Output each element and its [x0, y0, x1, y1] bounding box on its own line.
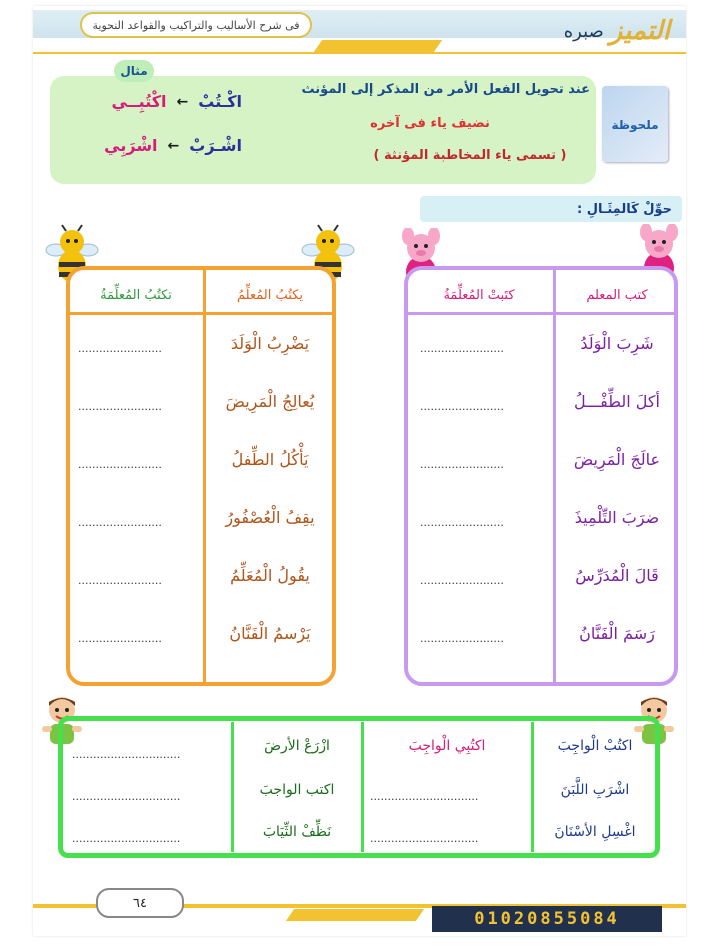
example-badge: مثال	[114, 60, 154, 82]
example-source: اكْـتُبْ	[198, 92, 242, 111]
table-cell-verb: يقِفُ الْعُصْفُورُ	[225, 508, 315, 527]
brand-author: صبره	[563, 20, 604, 42]
table-cell-verb: قَالَ الْمُدَرِّسُ	[575, 566, 659, 585]
table-cell-verb: عالَجَ الْمَرِيضَ	[573, 450, 661, 469]
answer-blank[interactable]: ........................	[420, 632, 504, 645]
table-cell-verb: يَرْسمُ الْفَنَّانُ	[229, 624, 311, 643]
answer-blank[interactable]: ........................	[420, 458, 504, 471]
column-header-masculine: يكتُبُ المُعلِّمُ	[237, 288, 303, 303]
rule-line-2: نضيف ياء فى آخره	[370, 116, 490, 131]
answer-blank[interactable]: ........................	[420, 574, 504, 587]
answer-blank[interactable]: ...............................	[72, 832, 181, 845]
header-divider	[70, 312, 332, 315]
example-result: اكْتُبِــي	[111, 92, 167, 111]
answer-blank[interactable]: ...............................	[370, 790, 479, 803]
answer-blank[interactable]: ........................	[78, 516, 162, 529]
table-cell-verb: رَسَمَ الْفَنَّانُ	[579, 624, 655, 643]
table-cell-verb: اشْرَبِ اللَّبَنَ	[560, 782, 630, 798]
column-header-feminine: تكتُبُ المُعلِّمَةُ	[100, 288, 172, 303]
column-header-masculine: كتب المعلم	[586, 288, 648, 303]
header-divider	[408, 312, 674, 315]
brand	[430, 14, 670, 48]
table-cell-verb: اغْسِلِ الأسْنَانَ	[554, 824, 636, 840]
rule-line-3: ( تسمى ياء المخاطبة المؤنثة )	[373, 148, 567, 163]
answer-blank[interactable]: ........................	[420, 516, 504, 529]
answer-blank[interactable]: ...............................	[72, 790, 181, 803]
column-divider	[231, 722, 234, 852]
table-cell-verb: يُعالِجُ الْمَرِيضَ	[225, 392, 315, 411]
series-title: فى شرح الأساليب والتراكيب والقواعد النحوية	[80, 12, 312, 38]
answer-blank[interactable]: ........................	[78, 400, 162, 413]
answer-blank[interactable]: ...............................	[370, 832, 479, 845]
answer-blank[interactable]: ...............................	[72, 748, 181, 761]
column-divider	[531, 722, 534, 852]
table-cell-verb: يَضْرِبُ الْوَلَدَ	[230, 334, 310, 353]
table-cell-verb: ضرَبَ التِّلْمِيذَ	[574, 508, 660, 527]
answer-blank[interactable]: ........................	[78, 342, 162, 355]
note-tag-label: ملحوظة	[611, 118, 659, 132]
example-source: اشْـرَبْ	[189, 136, 242, 155]
table-cell-verb: يَأْكُلُ الطِّفلُ	[231, 450, 309, 469]
table-cell-verb: نَظِّفْ الثِّيَابَ	[262, 824, 332, 840]
example-row-1	[62, 92, 242, 111]
contact-phone: 01020855084	[432, 906, 662, 932]
answer-blank[interactable]: ........................	[420, 400, 504, 413]
header-divider	[33, 52, 686, 54]
present-tense-table	[66, 266, 336, 686]
table-cell-verb: يقُولُ الْمُعَلِّمُ	[230, 566, 310, 585]
example-result: اشْرَبِي	[104, 136, 158, 155]
column-header-feminine: كتَبتْ المُعلِّمَةُ	[443, 288, 515, 303]
table-cell-verb: أكلَ الطِّفْـــلُ	[574, 392, 660, 411]
answer-blank[interactable]: ........................	[78, 632, 162, 645]
example-row-2	[62, 136, 242, 155]
header-stripe	[314, 40, 442, 52]
brand-logo: التميز	[609, 16, 670, 46]
arrow-left-icon: ←	[176, 93, 189, 110]
exercise-instruction: حوِّلْ كَالمِثَـالِ :	[420, 196, 682, 222]
table-cell-verb: اكتُبِي الْواجِبَ	[408, 738, 486, 754]
arrow-left-icon: ←	[167, 137, 180, 154]
rule-line-1: عند تحويل الفعل الأمر من المذكر إلى المؤنث	[301, 82, 590, 97]
answer-blank[interactable]: ........................	[78, 458, 162, 471]
column-divider	[361, 722, 364, 852]
table-cell-verb: شَرِبَ الْوَلَدُ	[580, 334, 654, 353]
answer-blank[interactable]: ........................	[78, 574, 162, 587]
column-divider	[553, 270, 556, 682]
column-divider	[203, 270, 206, 682]
past-tense-table	[404, 266, 678, 686]
answer-blank[interactable]: ........................	[420, 342, 504, 355]
page-number: ٦٤	[96, 888, 184, 918]
table-cell-verb: ازْرَعْ الأرضَ	[264, 738, 330, 754]
footer-stripe	[286, 909, 424, 921]
table-cell-verb: اكتب الواجبَ	[259, 782, 335, 798]
table-cell-verb: اكتُبْ الْواجِبَ	[557, 738, 633, 754]
